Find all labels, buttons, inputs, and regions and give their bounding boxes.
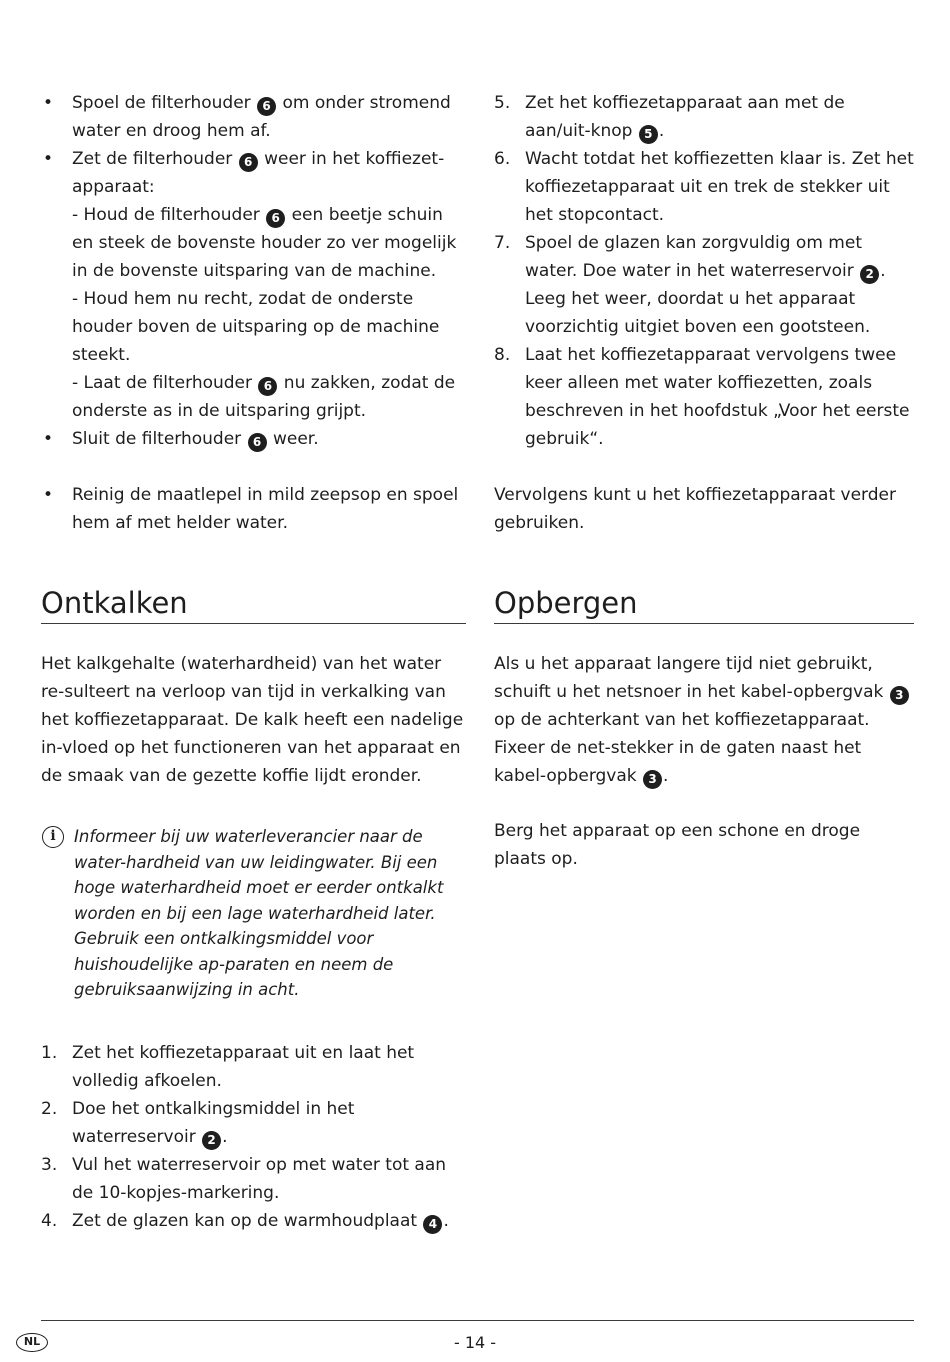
- list-item: [41, 145, 466, 425]
- step-item: [41, 1095, 466, 1151]
- cleaning-list: [41, 89, 466, 453]
- part-number-badge: 6: [257, 97, 276, 116]
- step-item: [494, 145, 914, 229]
- item-text-cont: een beetje schuin en steek de bovenste houder zo ver mogelijk in de bovenste uitsparing van de machine.: [72, 205, 457, 281]
- step-text: Vul het waterreservoir op met water tot aan de 10-kopjes-markering.: [72, 1154, 447, 1203]
- part-number-badge: 6: [248, 433, 267, 452]
- list-item: [41, 89, 466, 145]
- right-column: [494, 89, 914, 873]
- item-text: - Houd hem nu recht, zodat de onderste houder boven de uitsparing op de machine steekt.: [72, 289, 440, 365]
- part-number-badge: 2: [860, 265, 879, 284]
- step-number: 7.: [494, 233, 511, 253]
- storage-paragraph-2: Berg het apparaat op een schone en droge plaats op.: [494, 821, 861, 869]
- bullet: •: [43, 93, 54, 113]
- step-text-cont: .: [658, 121, 665, 141]
- storage-text: .: [663, 766, 669, 786]
- step-text-cont: .: [443, 1210, 449, 1231]
- item-text: Zet de filterhouder: [72, 149, 238, 169]
- step-item: [41, 1039, 466, 1095]
- descale-steps: [41, 1039, 466, 1235]
- step-item: [494, 341, 914, 453]
- item-text: Spoel de filterhouder: [72, 93, 257, 113]
- info-note: [41, 824, 466, 1003]
- step-number: 8.: [494, 345, 511, 365]
- page-number: - 14 -: [453, 1333, 497, 1352]
- language-badge: NL: [16, 1333, 48, 1352]
- item-text: - Houd de filterhouder: [72, 205, 266, 225]
- descale-intro: Het kalkgehalte (waterhardheid) van het water re-sulteert na verloop van tijd in verkalking van het koffiezetapparaat. De kalk heeft een nadelige in-vloed op het functioneren van het apparaat en de smaak van de gezette koffie lijdt eronder.: [41, 654, 464, 786]
- part-number-badge: 6: [239, 153, 258, 172]
- part-number-badge: 3: [890, 686, 909, 705]
- step-number: 4.: [41, 1210, 58, 1231]
- step-text: Wacht totdat het koffiezetten klaar is. Zet het koffiezetapparaat uit en trek de stekker uit het stopcontact.: [525, 149, 914, 225]
- info-text: Informeer bij uw waterleverancier naar de water-hardheid van uw leidingwater. Bij een hoge waterhardheid moet er eerder ontkalkt worden en bij een lage waterhardheid later. Gebruik een ontkalkingsmiddel voor huishoudelijke ap-paraten en neem de gebruiksaanwijzing in acht.: [74, 827, 444, 999]
- step-item: [494, 229, 914, 341]
- step-text: Doe het ontkalkingsmiddel in het waterreservoir: [72, 1098, 355, 1147]
- step-number: 6.: [494, 149, 511, 169]
- item-text-cont: weer in het koffiezet-apparaat:: [72, 149, 445, 197]
- left-column: [41, 89, 466, 1235]
- item-line: [72, 369, 466, 425]
- step-item: [494, 89, 914, 145]
- step-item: [41, 1207, 466, 1235]
- item-text-cont: om onder stromend water en droog hem af.: [72, 93, 451, 141]
- list-item: [41, 481, 466, 537]
- part-number-badge: 5: [639, 125, 658, 144]
- step-text: Zet de glazen kan op de warmhoudplaat: [72, 1210, 423, 1231]
- step-number: 2.: [41, 1098, 58, 1119]
- item-text: Reinig de maatlepel in mild zeepsop en spoel hem af met helder water.: [72, 485, 459, 533]
- part-number-badge: 4: [423, 1215, 442, 1234]
- step-text-cont: .: [222, 1126, 228, 1147]
- footer-divider: [41, 1320, 914, 1321]
- bullet: •: [43, 429, 54, 449]
- step-item: [41, 1151, 466, 1207]
- step-number: 1.: [41, 1042, 58, 1063]
- step-text: Zet het koffiezetapparaat aan met de aan/uit-knop: [525, 93, 845, 141]
- part-number-badge: 2: [202, 1131, 221, 1150]
- descale-steps-continued: [494, 89, 914, 453]
- part-number-badge: 3: [643, 770, 662, 789]
- item-line: [72, 285, 466, 369]
- storage-text: Als u het apparaat langere tijd niet gebruikt, schuift u het netsnoer in het kabel-opbergvak: [494, 654, 889, 702]
- section-heading-storage: Opbergen: [494, 585, 914, 624]
- step-text-cont: . Leeg het weer, doordat u het apparaat voorzichtig uitgiet boven een gootsteen.: [525, 261, 886, 337]
- list-item: [41, 425, 466, 453]
- storage-text: op de achterkant van het koffiezetapparaat. Fixeer de net-stekker in de gaten naast het kabel-opbergvak: [494, 710, 870, 786]
- info-icon: i: [42, 826, 64, 848]
- bullet: •: [43, 149, 54, 169]
- step-text: Laat het koffiezetapparaat vervolgens twee keer alleen met water koffiezetten, zoals beschreven in het hoofdstuk „Voor het eerste gebruik“.: [525, 345, 910, 449]
- after-steps-text: Vervolgens kunt u het koffiezetapparaat verder gebruiken.: [494, 485, 896, 533]
- part-number-badge: 6: [266, 209, 285, 228]
- step-number: 5.: [494, 93, 511, 113]
- item-line: [72, 201, 466, 285]
- spoon-list: [41, 481, 466, 537]
- item-line: [72, 145, 466, 201]
- item-text-cont: weer.: [267, 429, 319, 449]
- step-number: 3.: [41, 1154, 58, 1175]
- bullet: •: [43, 485, 54, 505]
- item-text: - Laat de filterhouder: [72, 373, 258, 393]
- storage-paragraph-1: [494, 650, 914, 790]
- step-text: Spoel de glazen kan zorgvuldig om met water. Doe water in het waterreservoir: [525, 233, 862, 281]
- section-heading-descale: Ontkalken: [41, 585, 466, 624]
- item-text-cont: nu zakken, zodat de onderste as in de uitsparing grijpt.: [72, 373, 456, 421]
- item-text: Sluit de filterhouder: [72, 429, 247, 449]
- step-text: Zet het koffiezetapparaat uit en laat het volledig afkoelen.: [72, 1042, 415, 1091]
- part-number-badge: 6: [258, 377, 277, 396]
